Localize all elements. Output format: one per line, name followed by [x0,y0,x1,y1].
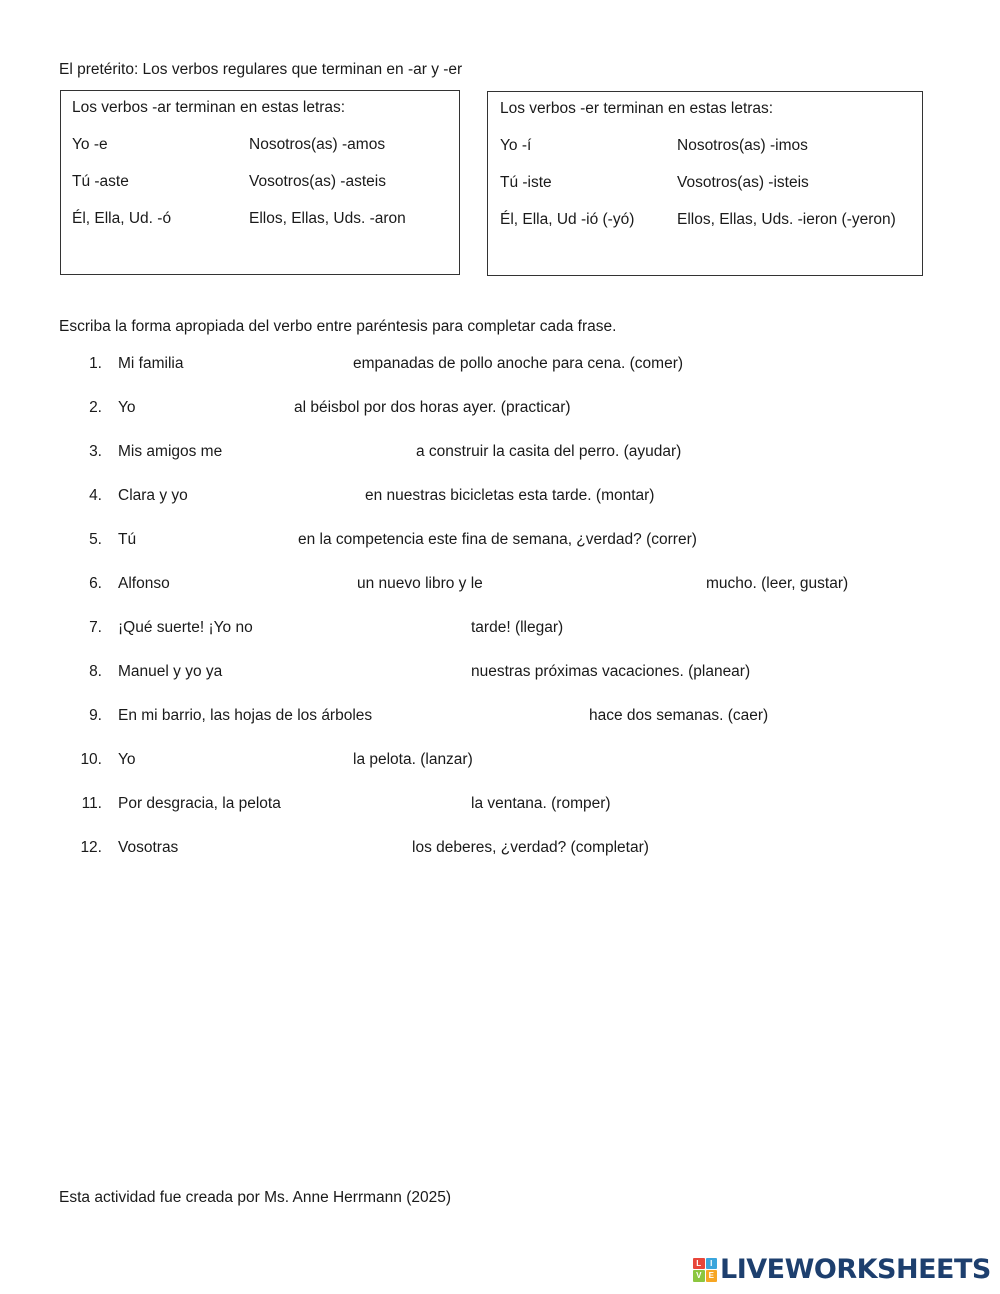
item-text-after: empanadas de pollo anoche para cena. (comer) [353,355,684,372]
item-number: 3. [89,443,102,460]
item-text-after: tarde! (llegar) [471,619,564,636]
item-text-after: nuestras próximas vacaciones. (planear) [471,663,751,680]
item-text-middle: un nuevo libro y le [357,575,483,592]
item-number: 8. [89,663,102,680]
ar-box-heading: Los verbos -ar terminan en estas letras: [72,99,346,116]
item-text-after: en nuestras bicicletas esta tarde. (montar) [365,487,655,504]
item-text-before: Manuel y yo ya [118,663,223,680]
item-text-after: hace dos semanas. (caer) [589,707,769,724]
ar-row-right: Ellos, Ellas, Uds. -aron [249,210,406,227]
item-number: 10. [80,751,102,768]
item-text-after: mucho. (leer, gustar) [706,575,849,592]
answer-blank[interactable] [188,839,409,861]
logo-mark-icon [693,1258,717,1282]
answer-blank[interactable] [140,399,292,421]
item-text-before: Yo [118,751,136,768]
item-number: 6. [89,575,102,592]
er-row-left: Yo -í [500,137,532,154]
ar-row-right: Vosotros(as) -asteis [249,173,386,190]
er-row-left: Tú -iste [500,174,552,191]
logo-mark-letter: I [706,1258,718,1270]
instructions: Escriba la forma apropiada del verbo entre paréntesis para completar cada frase. [59,318,617,335]
item-number: 7. [89,619,102,636]
item-number: 5. [89,531,102,548]
er-row-right: Ellos, Ellas, Uds. -ieron (-yeron) [677,211,896,228]
item-number: 11. [81,795,102,812]
answer-blank[interactable] [232,443,414,465]
answer-blank[interactable] [195,355,349,377]
item-number: 9. [89,707,102,724]
ar-row-right: Nosotros(as) -amos [249,136,386,153]
logo-mark-letter: E [706,1270,718,1282]
answer-blank[interactable] [294,795,468,817]
item-text-before: Vosotras [118,839,179,856]
item-number: 12. [80,839,102,856]
logo-mark-letter: L [693,1258,705,1270]
item-text-before: ¡Qué suerte! ¡Yo no [118,619,253,636]
item-number: 1. [89,355,102,372]
ar-row-left: Tú -aste [72,173,129,190]
item-text-after: los deberes, ¿verdad? (completar) [412,839,649,856]
er-row-right: Nosotros(as) -imos [677,137,808,154]
item-text-before: Mi familia [118,355,184,372]
answer-blank[interactable] [178,575,354,597]
er-row-right: Vosotros(as) -isteis [677,174,809,191]
item-text-before: Tú [118,531,137,548]
item-text-before: Alfonso [118,575,170,592]
item-text-before: Clara y yo [118,487,188,504]
item-text-after: la ventana. (romper) [471,795,611,812]
item-number: 2. [89,399,102,416]
answer-blank[interactable] [389,707,585,729]
logo-text: LIVEWORKSHEETS [720,1254,991,1285]
ar-row-left: Yo -e [72,136,108,153]
answer-blank[interactable] [194,487,363,509]
ar-row-left: Él, Ella, Ud. -ó [72,210,172,227]
item-text-after: al béisbol por dos horas ayer. (practicar) [294,399,571,416]
credit-line: Esta actividad fue creada por Ms. Anne Herrmann (2025) [59,1189,452,1206]
item-text-before: Yo [118,399,136,416]
answer-blank[interactable] [140,531,296,553]
item-text-before: Por desgracia, la pelota [118,795,281,812]
logo-mark-letter: V [693,1270,705,1282]
item-text-before: En mi barrio, las hojas de los árboles [118,707,373,724]
item-text-after: en la competencia este fina de semana, ¿verdad? (correr) [298,531,697,548]
item-text-after: a construir la casita del perro. (ayudar) [416,443,682,460]
ar-endings-box [60,90,460,275]
page-title: El pretérito: Los verbos regulares que terminan en -ar y -er [59,61,463,78]
er-row-left: Él, Ella, Ud -ió (-yó) [500,211,635,228]
answer-blank[interactable] [268,619,468,641]
item-number: 4. [89,487,102,504]
answer-blank[interactable] [140,751,350,773]
item-text-after: la pelota. (lanzar) [353,751,473,768]
answer-blank[interactable] [234,663,468,685]
er-endings-box [487,91,923,276]
item-text-before: Mis amigos me [118,443,223,460]
answer-blank[interactable] [498,575,702,597]
er-box-heading: Los verbos -er terminan en estas letras: [500,100,774,117]
liveworksheets-logo[interactable] [693,1254,991,1285]
